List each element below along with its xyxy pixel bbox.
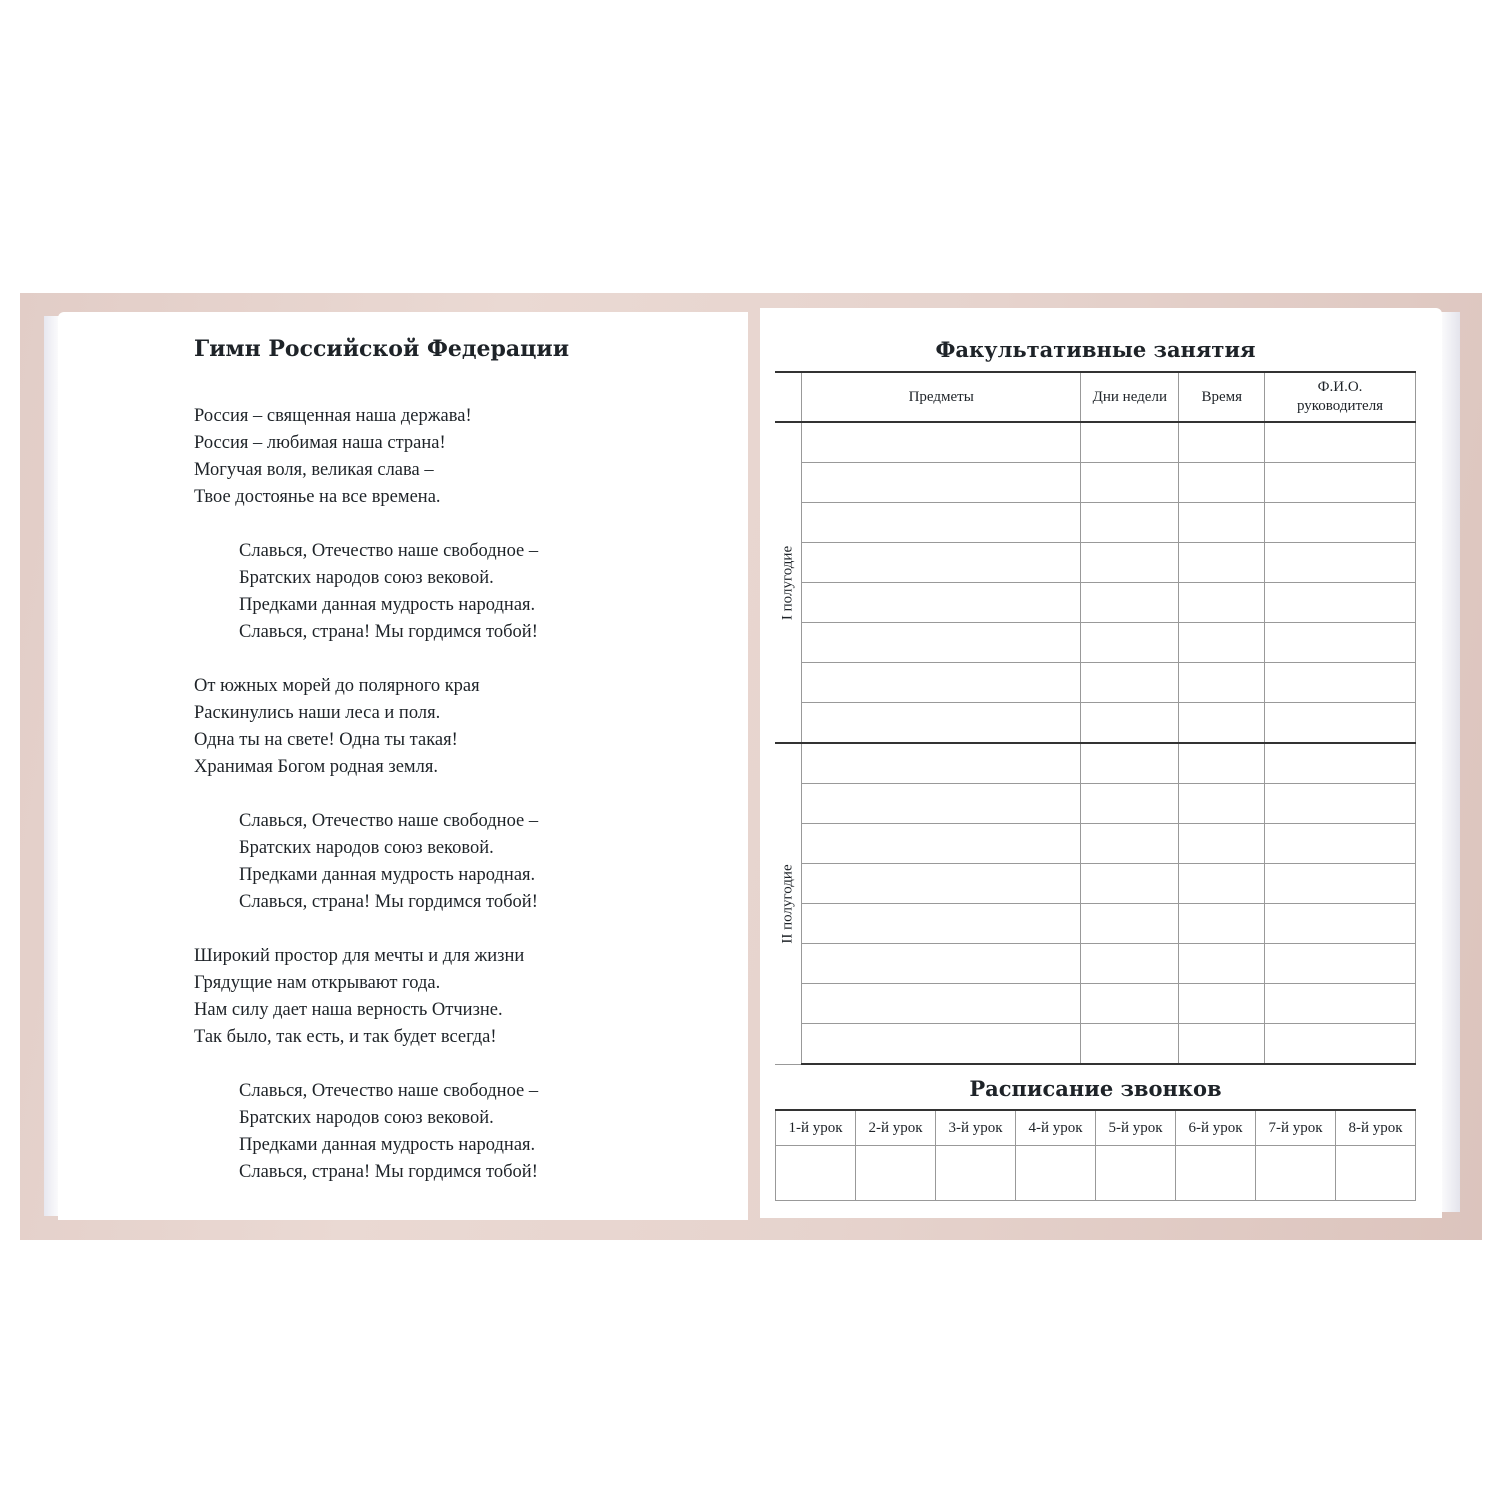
table-cell[interactable] — [802, 824, 1081, 864]
table-row — [775, 583, 1416, 623]
table-cell[interactable] — [1265, 543, 1416, 583]
table-row — [775, 904, 1416, 944]
table-row — [775, 984, 1416, 1024]
table-cell[interactable] — [1265, 944, 1416, 984]
table-cell[interactable] — [1265, 824, 1416, 864]
table-row — [775, 543, 1416, 583]
table-cell[interactable] — [1081, 784, 1179, 824]
bells-title: Расписание звонков — [969, 1076, 1222, 1101]
hymn-line: Предками данная мудрость народная. — [239, 1135, 536, 1155]
hymn-line: Предками данная мудрость народная. — [239, 865, 536, 885]
verse — [194, 673, 538, 781]
table-cell[interactable] — [1081, 583, 1179, 623]
column-header: Предметы — [802, 372, 1081, 422]
table-cell[interactable] — [1265, 422, 1416, 463]
table-cell[interactable] — [1179, 583, 1265, 623]
table-cell[interactable] — [802, 583, 1081, 623]
hymn-line: Славься, Отечество наше свободное – — [239, 1081, 539, 1101]
table-cell[interactable] — [802, 463, 1081, 503]
electives-table — [775, 371, 1416, 1065]
table-cell[interactable] — [1179, 463, 1265, 503]
lesson-time-cell[interactable] — [1256, 1146, 1336, 1201]
lesson-header: 5-й урок — [1096, 1110, 1176, 1146]
table-cell[interactable] — [1265, 623, 1416, 663]
table-cell[interactable] — [1179, 864, 1265, 904]
lesson-header: 3-й урок — [936, 1110, 1016, 1146]
table-cell[interactable] — [1179, 784, 1265, 824]
table-cell[interactable] — [1179, 743, 1265, 784]
table-cell[interactable] — [1265, 663, 1416, 703]
header-blank — [775, 372, 802, 422]
table-cell[interactable] — [802, 543, 1081, 583]
table-cell[interactable] — [802, 703, 1081, 744]
table-row — [775, 623, 1416, 663]
lesson-time-cell[interactable] — [936, 1146, 1016, 1201]
hymn-text — [194, 403, 538, 1213]
table-row — [775, 743, 1416, 784]
table-row — [775, 463, 1416, 503]
table-cell[interactable] — [1081, 703, 1179, 744]
hymn-line: Широкий простор для мечты и для жизни — [194, 946, 525, 966]
hymn-line: Братских народов союз вековой. — [239, 838, 494, 858]
refrain — [194, 808, 538, 916]
table-row — [775, 864, 1416, 904]
hymn-line: Славься, страна! Мы гордимся тобой! — [239, 892, 538, 912]
hymn-line: Раскинулись наши леса и поля. — [194, 703, 441, 723]
table-cell[interactable] — [1179, 422, 1265, 463]
table-cell[interactable] — [1081, 623, 1179, 663]
table-cell[interactable] — [1081, 743, 1179, 784]
table-cell[interactable] — [1265, 864, 1416, 904]
lesson-time-cell[interactable] — [856, 1146, 936, 1201]
lesson-time-cell[interactable] — [1336, 1146, 1416, 1201]
table-cell[interactable] — [1179, 944, 1265, 984]
table-cell[interactable] — [1179, 543, 1265, 583]
table-row — [775, 663, 1416, 703]
table-cell[interactable] — [802, 663, 1081, 703]
table-cell[interactable] — [1081, 663, 1179, 703]
lesson-header: 8-й урок — [1336, 1110, 1416, 1146]
verse — [194, 943, 538, 1051]
verse — [194, 403, 538, 511]
hymn-line: Россия – любимая наша страна! — [194, 433, 446, 453]
table-cell[interactable] — [1179, 503, 1265, 543]
table-cell[interactable] — [1081, 503, 1179, 543]
hymn-line: От южных морей до полярного края — [194, 676, 480, 696]
hymn-line: Предками данная мудрость народная. — [239, 595, 536, 615]
table-cell[interactable] — [1265, 703, 1416, 744]
hymn-line: Россия – священная наша держава! — [194, 406, 472, 426]
table-cell[interactable] — [1179, 663, 1265, 703]
table-cell[interactable] — [802, 864, 1081, 904]
table-cell[interactable] — [1081, 984, 1179, 1024]
table-cell[interactable] — [1081, 944, 1179, 984]
semester-label: I полугодие — [779, 545, 796, 620]
table-cell[interactable] — [1081, 422, 1179, 463]
table-cell[interactable] — [1179, 623, 1265, 663]
column-header: Ф.И.О. руководителя — [1265, 372, 1416, 422]
table-cell[interactable] — [802, 784, 1081, 824]
table-row — [775, 824, 1416, 864]
table-cell[interactable] — [1265, 784, 1416, 824]
table-cell[interactable] — [1179, 703, 1265, 744]
hymn-line: Славься, Отечество наше свободное – — [239, 811, 539, 831]
electives-title: Факультативные занятия — [935, 337, 1256, 362]
column-header: Время — [1179, 372, 1265, 422]
lesson-header: 7-й урок — [1256, 1110, 1336, 1146]
lesson-time-cell[interactable] — [1176, 1146, 1256, 1201]
table-cell[interactable] — [802, 623, 1081, 663]
hymn-line: Так было, так есть, и так будет всегда! — [194, 1027, 497, 1047]
table-cell[interactable] — [1179, 904, 1265, 944]
table-cell[interactable] — [1265, 904, 1416, 944]
table-cell[interactable] — [1179, 1024, 1265, 1065]
table-cell[interactable] — [1081, 864, 1179, 904]
hymn-title: Гимн Российской Федерации — [194, 336, 570, 362]
table-cell[interactable] — [1081, 904, 1179, 944]
lesson-time-cell[interactable] — [1096, 1146, 1176, 1201]
table-cell[interactable] — [1265, 1024, 1416, 1065]
table-cell[interactable] — [1265, 463, 1416, 503]
hymn-line: Грядущие нам открывают года. — [194, 973, 441, 993]
table-cell[interactable] — [1265, 984, 1416, 1024]
table-cell[interactable] — [802, 944, 1081, 984]
hymn-line: Нам силу дает наша верность Отчизне. — [194, 1000, 503, 1020]
table-cell[interactable] — [1265, 743, 1416, 784]
table-row — [775, 944, 1416, 984]
lesson-header: 2-й урок — [856, 1110, 936, 1146]
semester-label: II полугодие — [779, 864, 796, 944]
lesson-time-cell[interactable] — [776, 1146, 856, 1201]
table-cell[interactable] — [1081, 824, 1179, 864]
hymn-line: Славься, страна! Мы гордимся тобой! — [239, 622, 538, 642]
lesson-header: 4-й урок — [1016, 1110, 1096, 1146]
table-cell[interactable] — [802, 743, 1081, 784]
table-cell[interactable] — [802, 1024, 1081, 1065]
table-cell[interactable] — [1081, 463, 1179, 503]
table-cell[interactable] — [1179, 824, 1265, 864]
lesson-time-cell[interactable] — [1016, 1146, 1096, 1201]
table-row — [775, 703, 1416, 744]
lesson-header: 6-й урок — [1176, 1110, 1256, 1146]
hymn-line: Могучая воля, великая слава – — [194, 460, 434, 480]
table-cell[interactable] — [1265, 583, 1416, 623]
hymn-line: Славься, Отечество наше свободное – — [239, 541, 539, 561]
column-header: Дни недели — [1081, 372, 1179, 422]
table-cell[interactable] — [802, 503, 1081, 543]
table-cell[interactable] — [802, 422, 1081, 463]
semester-label-cell — [775, 743, 802, 1064]
table-row — [775, 1024, 1416, 1065]
hymn-line: Братских народов союз вековой. — [239, 1108, 494, 1128]
table-row — [775, 503, 1416, 543]
table-cell[interactable] — [802, 984, 1081, 1024]
table-cell[interactable] — [1081, 1024, 1179, 1065]
bell-schedule-table — [775, 1109, 1416, 1201]
lesson-header: 1-й урок — [776, 1110, 856, 1146]
table-row — [775, 784, 1416, 824]
hymn-line: Славься, страна! Мы гордимся тобой! — [239, 1162, 538, 1182]
table-row — [775, 422, 1416, 463]
table-cell[interactable] — [802, 904, 1081, 944]
hymn-line: Твое достоянье на все времена. — [194, 487, 441, 507]
refrain — [194, 1078, 538, 1186]
refrain — [194, 538, 538, 646]
hymn-line: Братских народов союз вековой. — [239, 568, 494, 588]
table-cell[interactable] — [1179, 984, 1265, 1024]
table-cell[interactable] — [1265, 503, 1416, 543]
semester-label-cell — [775, 422, 802, 743]
table-cell[interactable] — [1081, 543, 1179, 583]
hymn-line: Одна ты на свете! Одна ты такая! — [194, 730, 458, 750]
hymn-line: Хранимая Богом родная земля. — [194, 757, 438, 777]
